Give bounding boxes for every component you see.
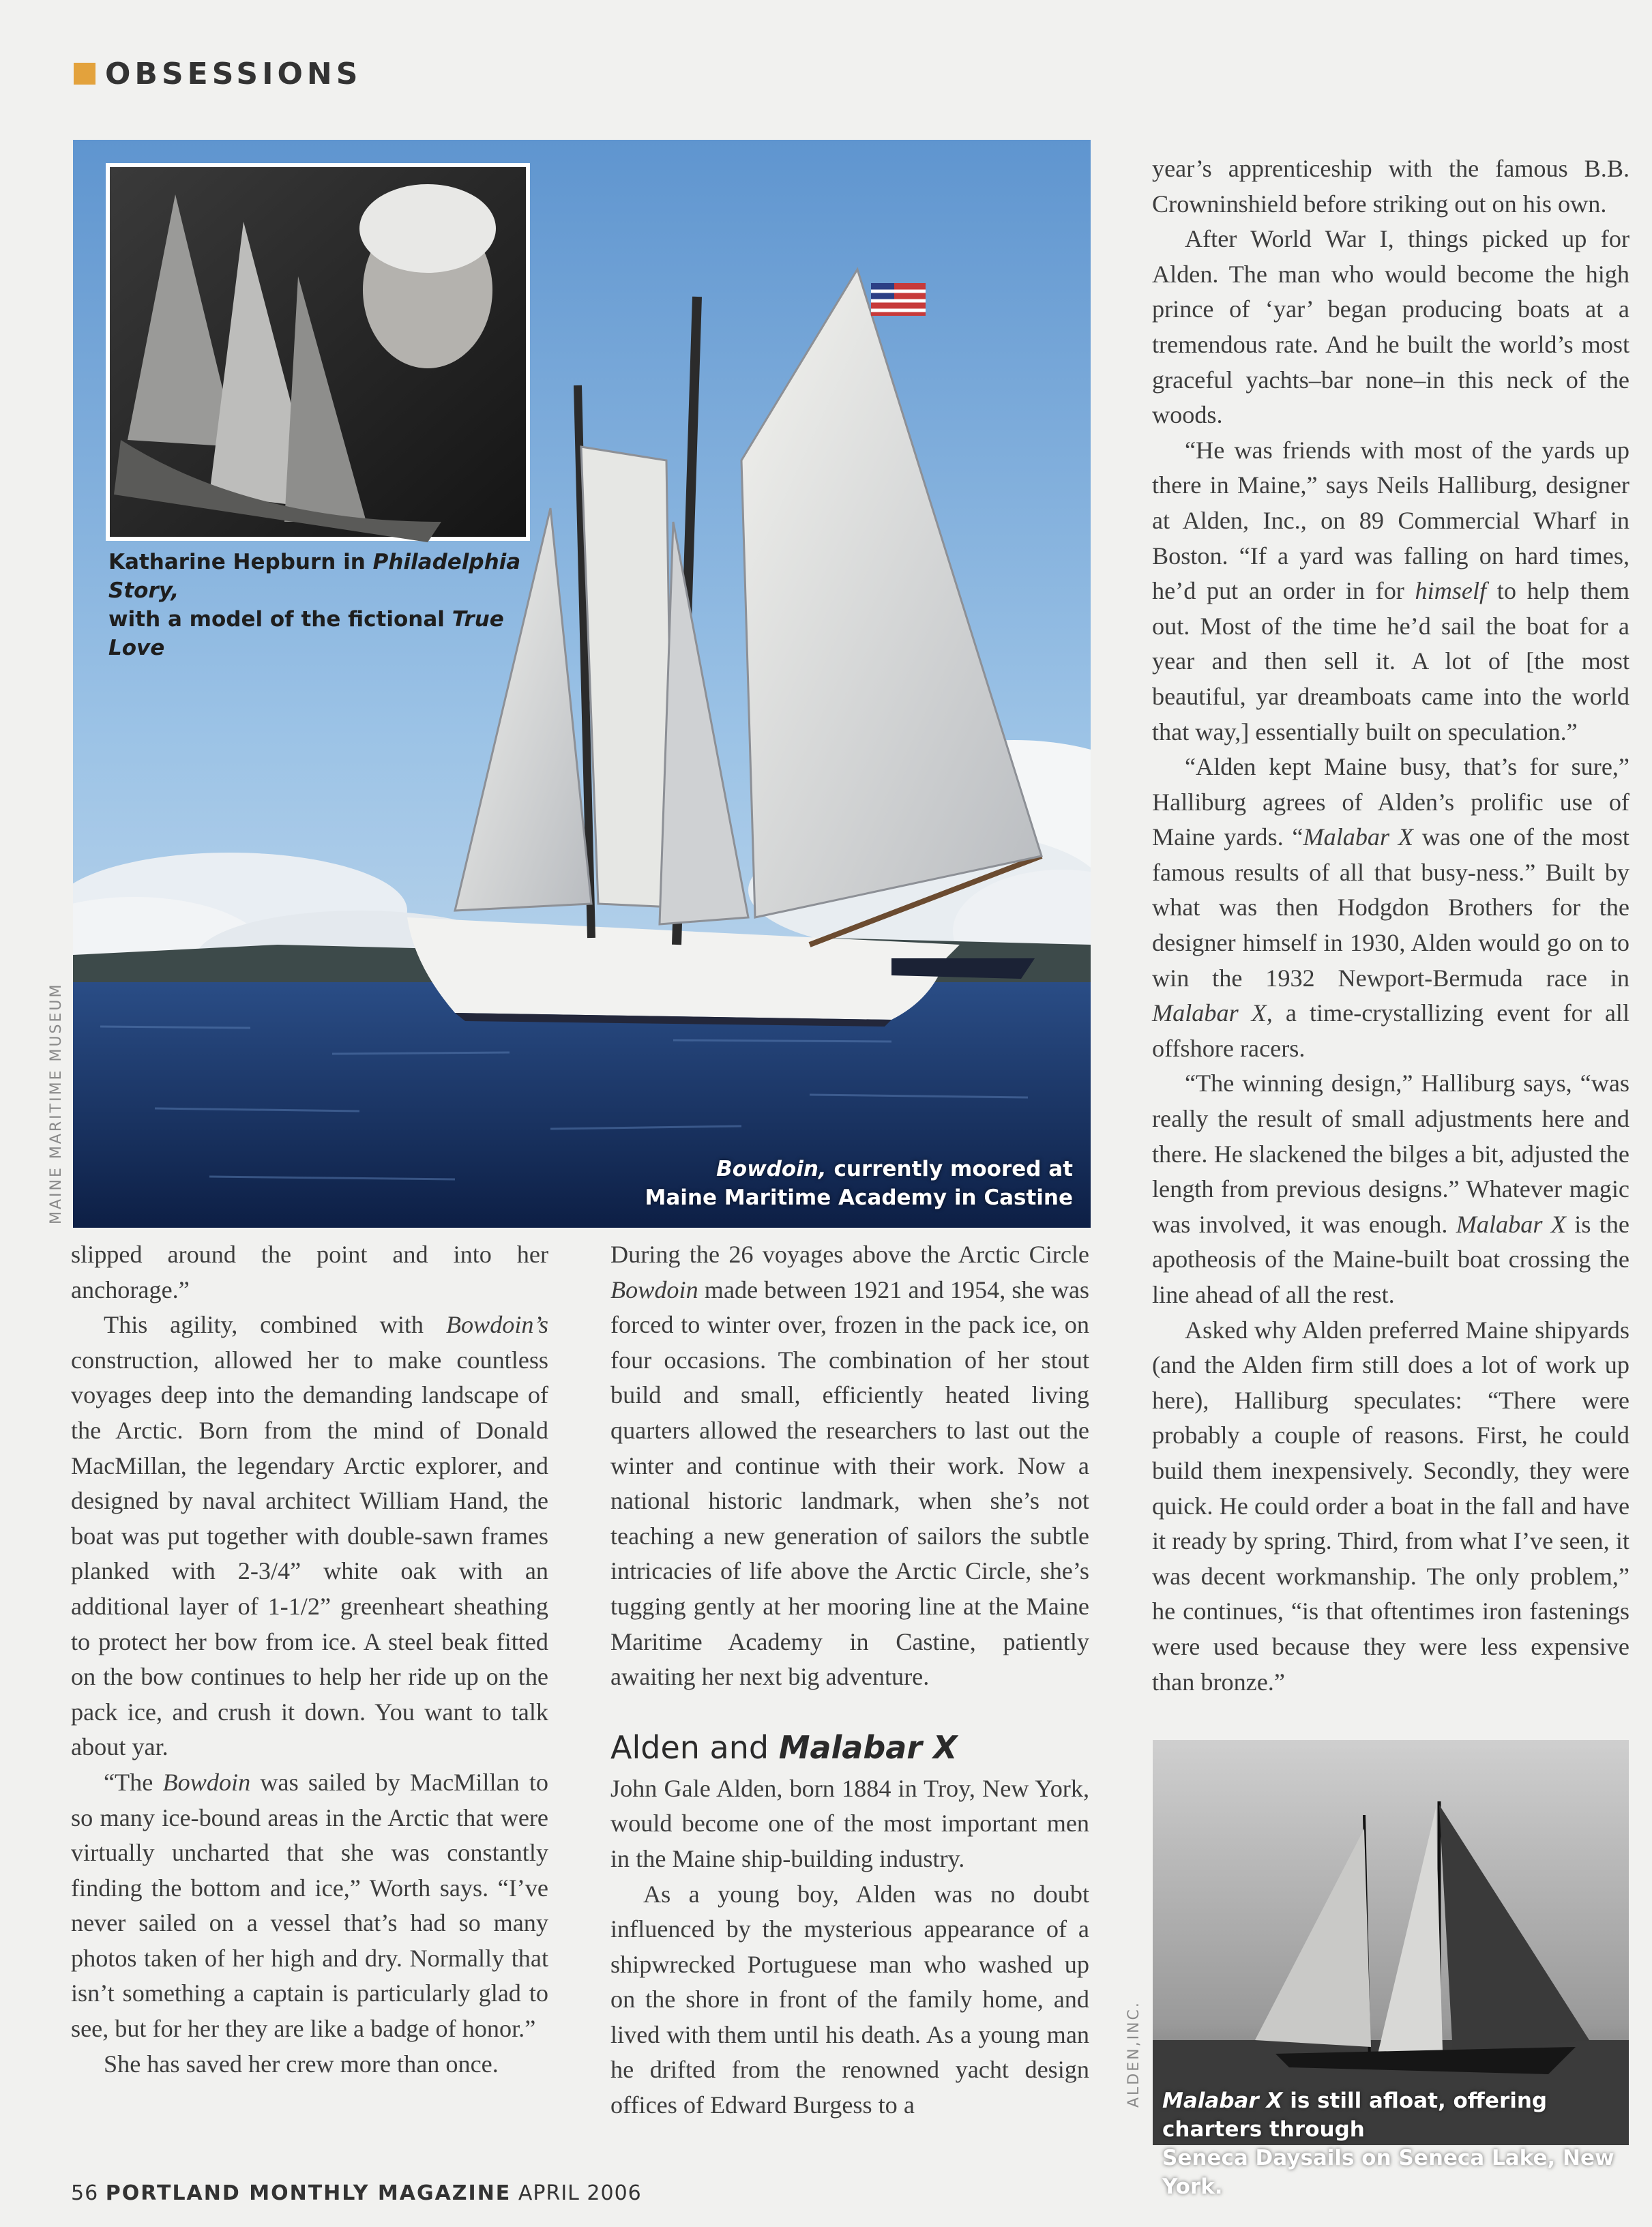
col3-paragraph-3: “Alden kept Maine busy, that’s for sure,” Halliburg agrees of Alden’s prolific use of Maine yards. “Malabar X was one of the most famous results of all that busy-ness.” Built by what was then Hodgdon Brothers for the designer himself in 1930, Alden would go on to win the 1932 Newport-Bermuda race in Malabar X, a time-crystallizing event for all offshore racers. bbox=[1152, 753, 1630, 1062]
section-marker bbox=[74, 63, 95, 85]
section-header bbox=[74, 57, 362, 91]
bowdoin-photo bbox=[73, 140, 1091, 1228]
col1-paragraph-1: This agility, combined with Bowdoin’s construction, allowed her to make countless voyages deep into the demanding landscape of the Arctic. Born from the mind of Donald MacMillan, the legendary Arctic explorer, and designed by naval architect William Hand, the boat was put together with double-sawn frames planked with 2-3/4” white oak with an additional layer of 1-1/2” greenheart sheathing to protect her bow from ice. A steel beak fitted on the bow continues to help her ride up on the pack ice, and crush it down. You want to talk about yar. bbox=[71, 1311, 548, 1761]
inset-caption-line2: with a model of the fictional bbox=[108, 607, 452, 632]
column-2 bbox=[610, 1237, 1089, 2123]
col3-paragraph-4: “The winning design,” Halliburg says, “was really the result of small adjustments here and there. He slackened the bilges a bit, adjusted the length from previous designs.” Whatever magic was involved, it was enough. Malabar X is the apotheosis of the Maine-built boat crossing the line ahead of all the rest. bbox=[1152, 1070, 1629, 1308]
issue-date: APRIL 2006 bbox=[518, 2181, 642, 2205]
malabar-caption-line2: Seneca Daysails on Seneca Lake, New York. bbox=[1162, 2146, 1614, 2199]
bowdoin-caption-name: Bowdoin, bbox=[716, 1157, 827, 1181]
col3-paragraph-1: After World War I, things picked up for Alden. The man who would become the high prince of ‘yar’ began producing boats at a tremendous rate. And he built the world’s most graceful yachts–bar none–in this neck of the woods. bbox=[1152, 225, 1629, 429]
column-3 bbox=[1152, 151, 1629, 1700]
section-heading: Alden and Malabar X bbox=[610, 1728, 958, 1766]
bowdoin-caption-line1: currently moored at bbox=[826, 1157, 1073, 1181]
bowdoin-photo-illustration bbox=[73, 140, 1091, 1228]
bowdoin-caption bbox=[459, 1155, 1073, 1212]
col3-paragraph-2: “He was friends with most of the yards up there in Maine,” says Neils Halliburg, designer at Alden, Inc., on 89 Commercial Wharf in Boston. “If a yard was falling on hard times, he’d put an order in for himself to help them out. Most of the time he’d sail the boat for a year and then sell it. A lot of [the most beautiful, yar dreamboats came into the world that way,] essentially built on speculation.” bbox=[1152, 436, 1629, 746]
column-1 bbox=[71, 1237, 548, 2082]
malabar-photo-credit: ALDEN,INC. bbox=[1125, 2001, 1142, 2108]
inset-caption bbox=[108, 548, 531, 662]
col2-paragraph-1: During the 26 voyages above the Arctic Circle Bowdoin made between 1921 and 1954, she was forced to winter over, frozen in the pack ice, on four occasions. The combination of her stout build and small, efficiently heated living quarters allowed the researchers to last out the winter and continue with their work. Now a national historic landmark, when she’s not teaching a new generation of sailors the subtle intricacies of life above the Arctic Circle, she’s tugging gently at her mooring line at the Maine Maritime Academy in Castine, patiently awaiting her next big adventure. bbox=[610, 1241, 1089, 1691]
col1-paragraph-3: She has saved her crew more than once. bbox=[104, 2050, 499, 2078]
page-number: 56 bbox=[71, 2181, 99, 2205]
bowdoin-caption-line2: Maine Maritime Academy in Castine bbox=[645, 1185, 1073, 1210]
page-footer bbox=[71, 2181, 642, 2205]
malabar-caption-line1: is still afloat, offering charters through bbox=[1162, 2089, 1548, 2142]
inset-caption-line1: Katharine Hepburn in bbox=[108, 550, 373, 574]
col1-paragraph-0: slipped around the point and into her anchorage.” bbox=[71, 1241, 548, 1303]
malabar-caption-name: Malabar X bbox=[1162, 2089, 1283, 2113]
magazine-name: PORTLAND MONTHLY MAGAZINE bbox=[105, 2181, 512, 2205]
malabar-caption bbox=[1162, 2086, 1626, 2201]
col2-paragraph-2: John Gale Alden, born 1884 in Troy, New York, would become one of the most important men in the Maine ship-building industry. bbox=[610, 1774, 1089, 1872]
inset-caption-boat: True Love bbox=[108, 607, 504, 660]
section-title: OBSESSIONS bbox=[105, 56, 362, 91]
malabar-photo bbox=[1153, 1740, 1629, 2199]
col2-paragraph-3: As a young boy, Alden was no doubt influenced by the mysterious appearance of a shipwrecked Portuguese man who washed up on the shore in front of the family home, and lived with them until his death. As a young man he drifted from the renowned yacht design offices of Edward Burgess to a bbox=[610, 1880, 1089, 2119]
main-photo-credit: MAINE MARITIME MUSEUM bbox=[48, 982, 65, 1224]
col3-paragraph-5: Asked why Alden preferred Maine shipyards (and the Alden firm still does a lot of work up here), Halliburg speculates: “There were probably a couple of reasons. First, he could build them inexpensively. Secondly, they were quick. He could order a boat in the fall and have it ready by spring. Third, from what I’ve seen, it was decent workmanship. The only problem,” he continues, “is that oftentimes iron fastenings were used because they were less expensive than bronze.” bbox=[1152, 1316, 1629, 1696]
inset-caption-film: Philadelphia Story, bbox=[108, 550, 521, 603]
malabar-photo-illustration bbox=[1153, 1740, 1629, 2145]
col3-paragraph-0: year’s apprenticeship with the famous B.B. Crowninshield before striking out on his own. bbox=[1152, 155, 1629, 218]
col1-paragraph-2: “The Bowdoin was sailed by MacMillan to so many ice-bound areas in the Arctic that were virtually uncharted that she was constantly finding the bottom and ice,” Worth says. “I’ve never sailed on a vessel that’s had so many photos taken of her high and dry. Normally that isn’t something a captain is particularly glad to see, but for her they are like a badge of honor.” bbox=[71, 1768, 548, 2043]
